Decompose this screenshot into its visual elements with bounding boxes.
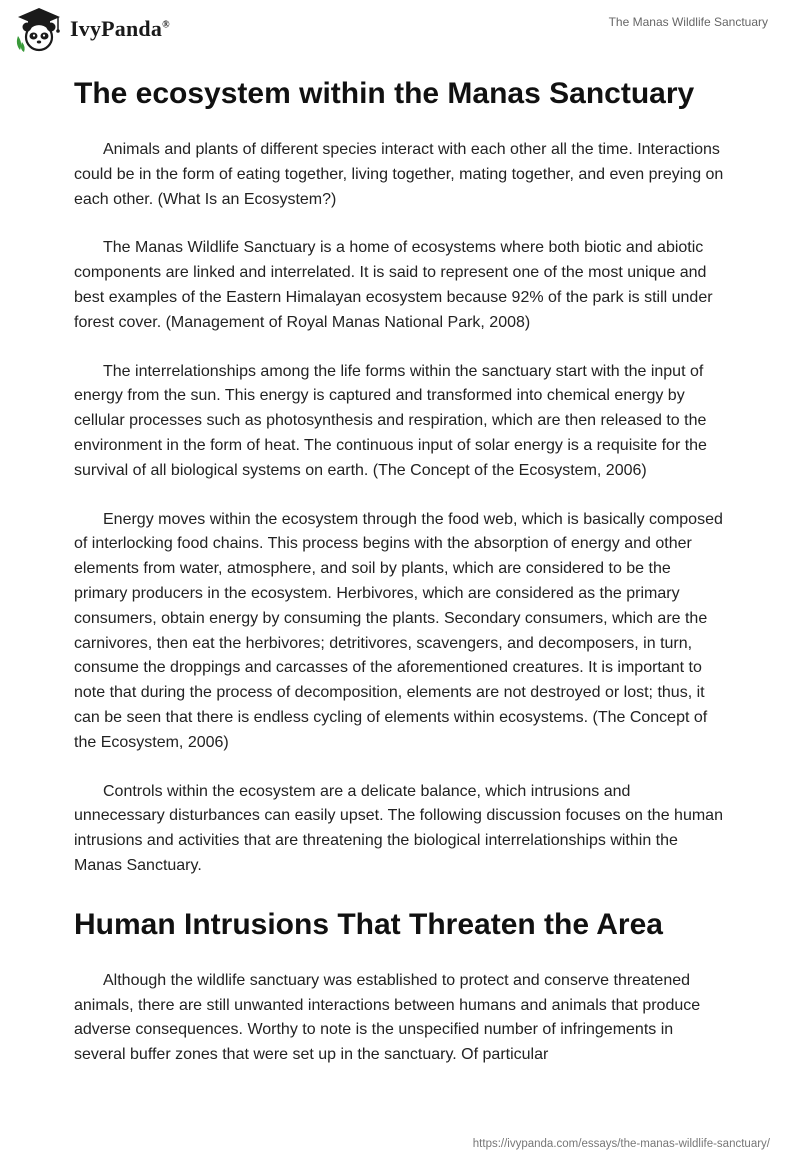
paragraph: The interrelationships among the life forms within the sanctuary start with the input of energy from the sun. This energy is captured and transformed into chemical energy by cellular processes such as photosynthesis and respiration, which are then released to the environment in the form of heat. The continuous input of solar energy is a requisite for the survival of all biological systems on earth. (The Concept of the Ecosystem, 2006)	[74, 362, 707, 479]
ivypanda-logo[interactable]	[14, 6, 170, 52]
paragraph: Energy moves within the ecosystem through the food web, which is basically composed of interlocking food chains. This process begins with the absorption of energy and other elements from water, atmosphere, and soil by plants, which are considered to be the primary producers in the ecosystem. Herbivores, which are considered as the primary consumers, obtain energy by consuming the plants. Secondary consumers, which are the carnivores, then eat the herbivores; detritivores, scavengers, and decomposers, in turn, consume the droppings and carcasses of the aforementioned creatures. It is important to note that during the process of decomposition, elements are not destroyed or lost; thus, it can be seen that there is endless cycling of elements within ecosystems. (The Concept of the Ecosystem, 2006)	[74, 510, 723, 751]
section-heading: Human Intrusions That Threaten the Area	[74, 907, 663, 941]
panda-graduation-cap-icon	[14, 6, 64, 52]
paragraph: Controls within the ecosystem are a delicate balance, which intrusions and unnecessary disturbances can easily upset. The following discussion focuses on the human intrusions and activities that are threatening the biological interrelationships within the Manas Sanctuary.	[74, 782, 723, 874]
paragraph: Although the wildlife sanctuary was established to protect and conserve threatened animals, there are still unwanted interactions between humans and animals that produce adverse consequences. Worthy to note is the unspecified number of infringements in several buffer zones that were set up in the sanctuary. Of particular	[74, 971, 701, 1064]
brand-name: IvyPanda®	[70, 16, 170, 41]
document-title: The Manas Wildlife Sanctuary	[608, 15, 768, 29]
source-url[interactable]: https://ivypanda.com/essays/the-manas-wildlife-sanctuary/	[472, 1138, 770, 1150]
paragraph: Animals and plants of different species interact with each other all the time. Interactions could be in the form of eating together, living together, mating together, and even preying on each other. (What Is an Ecosystem?)	[74, 141, 724, 208]
paragraph: The Manas Wildlife Sanctuary is a home of ecosystems where both biotic and abiotic components are linked and interrelated. It is said to represent one of the most unique and best examples of the Eastern Himalayan ecosystem because 92% of the park is still under forest cover. (Management of Royal Manas National Park, 2008)	[74, 239, 713, 331]
essay-content	[74, 72, 724, 1092]
page-header	[0, 0, 800, 60]
section-heading: The ecosystem within the Manas Sanctuary	[74, 77, 695, 110]
